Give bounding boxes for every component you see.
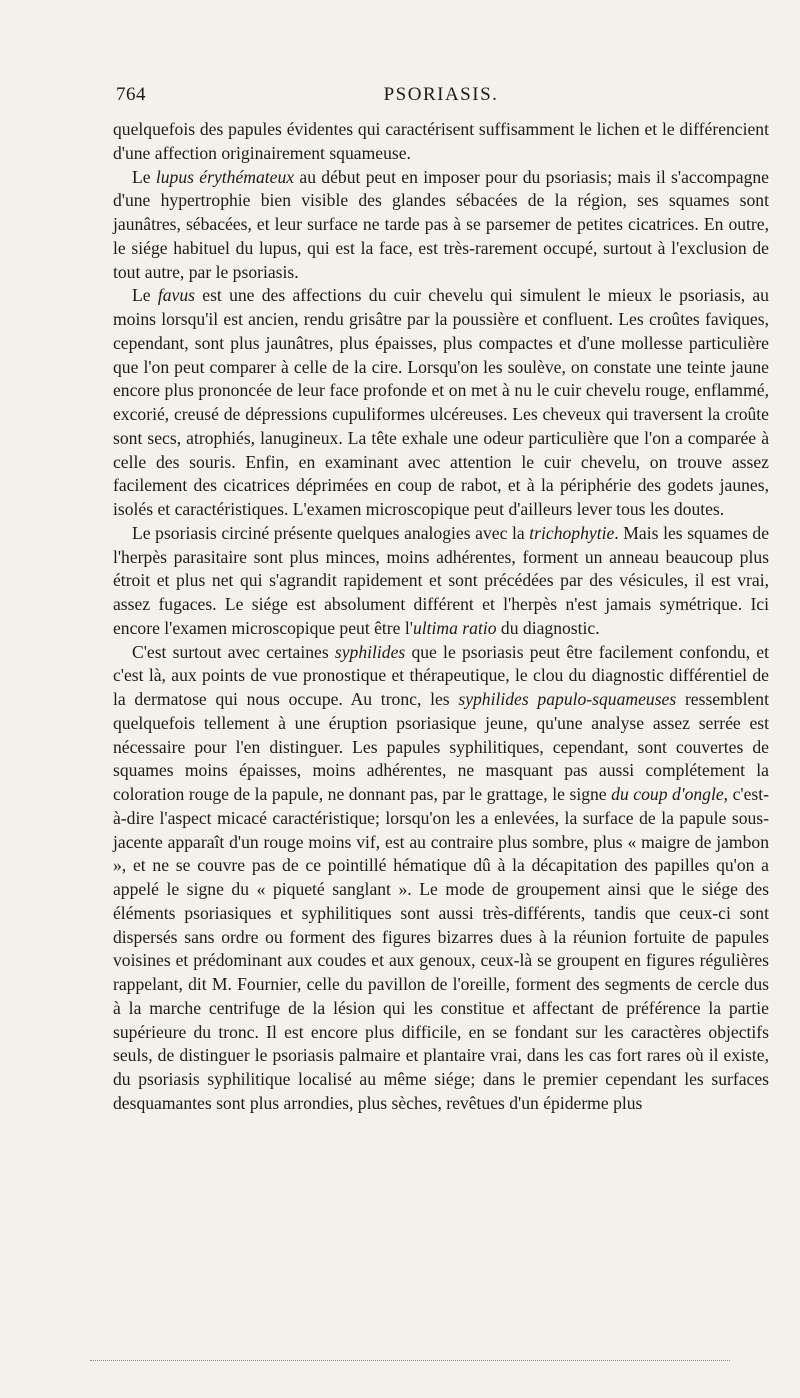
page-body	[113, 118, 769, 1116]
page-header	[116, 84, 766, 110]
text-run: au début peut en imposer pour du psoriasis; mais il s'accompagne d'une hypertrophie bien visible des glandes sébacées de la région, ses squames sont jaunâtres, sébacées, et leur surface ne tarde pas à se parsemer de petites cicatrices. En outre, le siége habituel du lupus, qui est la face, est très-rarement occupé, surtout à l'exclusion de tout autre, par le psoriasis.	[113, 166, 769, 282]
italic-term: lupus érythémateux	[155, 166, 295, 187]
italic-term: syphilides papulo-squameuses	[458, 689, 677, 709]
text-run: Le	[132, 166, 156, 187]
paragraph-p2	[113, 284, 769, 522]
italic-term: ultima ratio	[412, 617, 497, 638]
page-number: 764	[116, 84, 146, 105]
text-run: ressemblent quelquefois tellement à une éruption psoriasique jeune, qu'une analyse assez serrée est nécessaire pour l'en distinguer. Les papules syphilitiques, cependant, sont couvertes de squames moins épaisses, moins adhérentes, ne masquant pas aussi complétement la coloration rouge de la papule, ne donnant pas, par le grattage, le signe	[113, 689, 769, 804]
paragraph-p3	[113, 522, 769, 641]
text-run: , c'est-à-dire l'aspect micacé caractéristique; lorsqu'on les a enlevées, la surface de la papule sous-jacente apparaît d'un rouge moins vif, est au contraire plus sombre, plus « maigre de jambon », et ne se couvre pas de ce pointillé hématique dû à la décapitation des papilles qu'on a appelé le signe du « piqueté sanglant ». Le mode de groupement ainsi que le siége des éléments psoriasiques et syphilitiques sont aussi très-différents, tandis que ceux-ci sont dispersés sans ordre ou forment des figures bizarres dues à la réunion fortuite de papules voisines et prédominant aux coudes et aux genoux, ceux-là se groupent en figures régulières rappelant, dit M. Fournier, celle du pavillon de l'oreille, forment des segments de cercle dus à la marche centrifuge de la lésion qui les constitue et affectant de préférence la partie supérieure du tronc. Il est encore plus difficile, en se fondant sur les caractères objectifs seuls, de distinguer le psoriasis palmaire et plantaire vrai, dans les cas fort rares où il existe, du psoriasis syphilitique localisé au même siége; dans le premier cependant les surfaces desquamantes sont plus arrondies, plus sèches, revêtues d'un épiderme plus	[113, 784, 769, 1113]
text-run: du diagnostic.	[496, 617, 600, 638]
running-title: PSORIASIS.	[383, 84, 499, 105]
text-run: que le psoriasis peut être facilement confondu, et c'est là, aux points de vue pronostique et thérapeutique, le clou du diagnostic différentiel de la dermatose qui nous occupe. Au tronc, les	[113, 641, 769, 709]
italic-term: du coup d'ongle	[611, 784, 724, 804]
text-run: . Mais les squames de l'herpès parasitaire sont plus minces, moins adhérentes, forment un anneau beaucoup plus étroit et plus net qui s'agrandit rapidement et sont précédées par des vésicules, il est vrai, assez fugaces. Le siége est absolument différent et l'herpès n'est jamais symétrique. Ici encore l'examen microscopique peut être l'	[113, 522, 770, 638]
paragraph-p0	[113, 118, 769, 166]
text-run: est une des affections du cuir chevelu qui simulent le mieux le psoriasis, au moins lorsqu'il est ancien, rendu grisâtre par la poussière et confluent. Les croûtes faviques, cependant, sont plus jaunâtres, plus épaisses, plus compactes et d'une mollesse particulière que l'on peut comparer à celle de la cire. Lorsqu'on les soulève, on constate une teinte jaune encore plus prononcée de leur face profonde et on met à nu le cuir chevelu rouge, enflammé, excorié, creusé de dépressions cupuliformes ulcéreuses. Les cheveux qui traversent la croûte sont secs, atrophiés, lanugineux. La tête exhale une odeur particulière que l'on a comparée à celle des souris. Enfin, en examinant avec attention le cuir chevelu, on trouve assez facilement des cicatrices déprimées en coup de rabot, et à la périphérie des godets jaunes, isolés et caractéristiques. L'examen microscopique peut d'ailleurs lever tous les doutes.	[113, 285, 769, 519]
text-run: C'est surtout avec certaines	[132, 641, 335, 662]
paragraph-p4	[113, 641, 769, 1116]
bottom-rule	[90, 1360, 730, 1361]
paragraph-p1	[113, 166, 769, 285]
italic-term: favus	[157, 285, 195, 306]
text-run: quelquefois des papules évidentes qui caractérisent suffisamment le lichen et le différencient d'une affection originairement squameuse.	[113, 119, 769, 163]
italic-term: trichophytie	[529, 522, 615, 543]
text-run: Le	[132, 285, 158, 306]
italic-term: syphilides	[334, 641, 406, 662]
text-run: Le psoriasis circiné présente quelques analogies avec la	[132, 522, 530, 543]
